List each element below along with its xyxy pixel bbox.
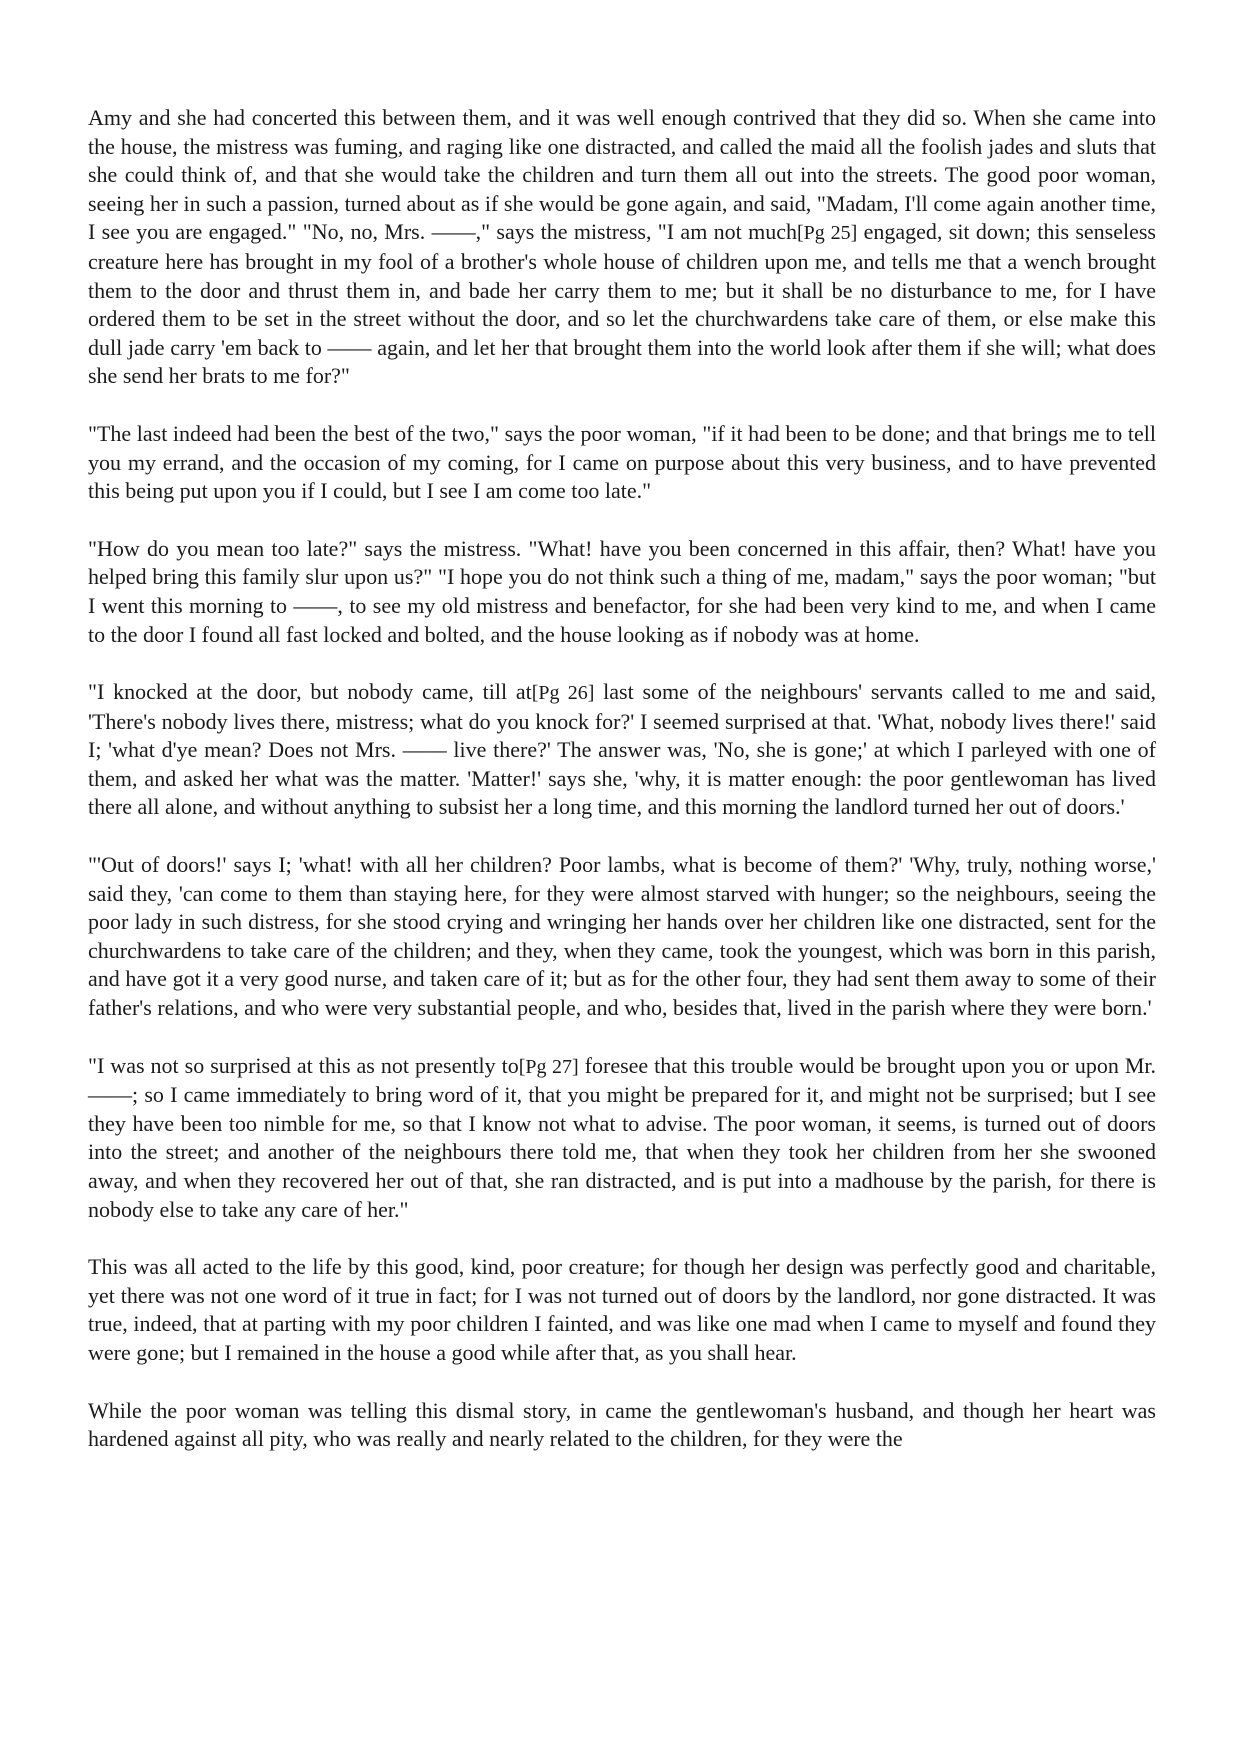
paragraph-text: engaged, sit down; this senseless creature here has brought in my fool of a brother's whole house of children upon me, and tells me that a wench brought them to the door and thrust them in, and bade her carry them to me; but it shall be no disturbance to me, for I have ordered them to be set in the street without the door, and so let the churchwardens take care of them, or else make this dull jade carry 'em back to —— again, and let her that brought them into the world look after them if she will; what does she send her brats to me for?" (88, 219, 1156, 389)
page-marker-25: [Pg 25] (796, 222, 858, 245)
paragraph-5 (88, 851, 1156, 1023)
paragraph-2 (88, 420, 1156, 506)
paragraph-text: Amy and she had concerted this between them, and it was well enough contrived that they did so. When she came into the house, the mistress was fuming, and raging like one distracted, and called the maid all the foolish jades and sluts that she could think of, and that she would take the children and turn them all out into the streets. The good poor woman, seeing her in such a passion, turned about as if she would be gone again, and said, "Madam, I'll come again another time, I see you are engaged." "No, no, Mrs. ——," says the mistress, "I am not much (88, 105, 1156, 245)
paragraph-4 (88, 678, 1156, 822)
page-marker-26: [Pg 26] (531, 682, 595, 705)
paragraph-text: "How do you mean too late?" says the mistress. "What! have you been concerned in this affair, then? What! have you helped bring this family slur upon us?" "I hope you do not think such a thing of me, madam," says the poor woman; "but I went this morning to ——, to see my old mistress and benefactor, for she had been very kind to me, and when I came to the door I found all fast locked and bolted, and the house looking as if nobody was at home. (88, 535, 1156, 647)
paragraph-3 (88, 535, 1156, 649)
paragraph-6 (88, 1052, 1156, 1225)
paragraph-1 (88, 104, 1156, 391)
paragraph-7 (88, 1253, 1156, 1367)
paragraph-8 (88, 1397, 1156, 1454)
paragraph-text: This was all acted to the life by this good, kind, poor creature; for though her design was perfectly good and charitable, yet there was not one word of it true in fact; for I was not turned out of doors by the landlord, nor gone distracted. It was true, indeed, that at parting with my poor children I fainted, and was like one mad when I came to myself and found they were gone; but I remained in the house a good while after that, as you shall hear. (88, 1254, 1156, 1365)
paragraph-text: "I knocked at the door, but nobody came, till at (88, 679, 532, 705)
paragraph-text: While the poor woman was telling this dismal story, in came the gentlewoman's husband, and though her heart was hardened against all pity, who was really and nearly related to the children, for they were the (88, 1397, 1156, 1452)
paragraph-text: last some of the neighbours' servants called to me and said, 'There's nobody lives there, mistress; what do you knock for?' I seemed surprised at that. 'What, nobody lives there!' said I; 'what d'ye mean? Does not Mrs. —— live there?' The answer was, 'No, she is gone;' at which I parleyed with one of them, and asked her what was the matter. 'Matter!' says she, 'why, it is matter enough: the poor gentlewoman has lived there all alone, and without anything to subsist her a long time, and this morning the landlord turned her out of doors.' (88, 679, 1156, 820)
paragraph-text: foresee that this trouble would be brought upon you or upon Mr. ——; so I came immediately to bring word of it, that you might be prepared for it, and might not be surprised; but I see they have been too nimble for me, so that I know not what to advise. The poor woman, it seems, is turned out of doors into the street; and another of the neighbours there told me, that when they took her children from her she swooned away, and when they recovered her out of that, she ran distracted, and is put into a madhouse by the parish, for there is nobody else to take any care of her." (88, 1052, 1156, 1222)
paragraph-text: "'Out of doors!' says I; 'what! with all her children? Poor lambs, what is become of them?' 'Why, truly, nothing worse,' said they, 'can come to them than staying here, for they were almost starved with hunger; so the neighbours, seeing the poor lady in such distress, for she stood crying and wringing her hands over her children like one distracted, sent for the churchwardens to take care of the children; and they, when they came, took the youngest, which was born in this parish, and have got it a very good nurse, and taken care of it; but as for the other four, they had sent them away to some of their father's relations, and who were very substantial people, and who, besides that, lived in the parish where they were born.' (88, 852, 1156, 1021)
document-page (88, 104, 1156, 1483)
page-marker-27: [Pg 27] (518, 1055, 579, 1078)
paragraph-text: "The last indeed had been the best of the two," says the poor woman, "if it had been to be done; and that brings me to tell you my errand, and the occasion of my coming, for I came on purpose about this very business, and to have prevented this being put upon you if I could, but I see I am come too late." (88, 420, 1156, 504)
paragraph-text: "I was not so surprised at this as not presently to (88, 1052, 519, 1078)
